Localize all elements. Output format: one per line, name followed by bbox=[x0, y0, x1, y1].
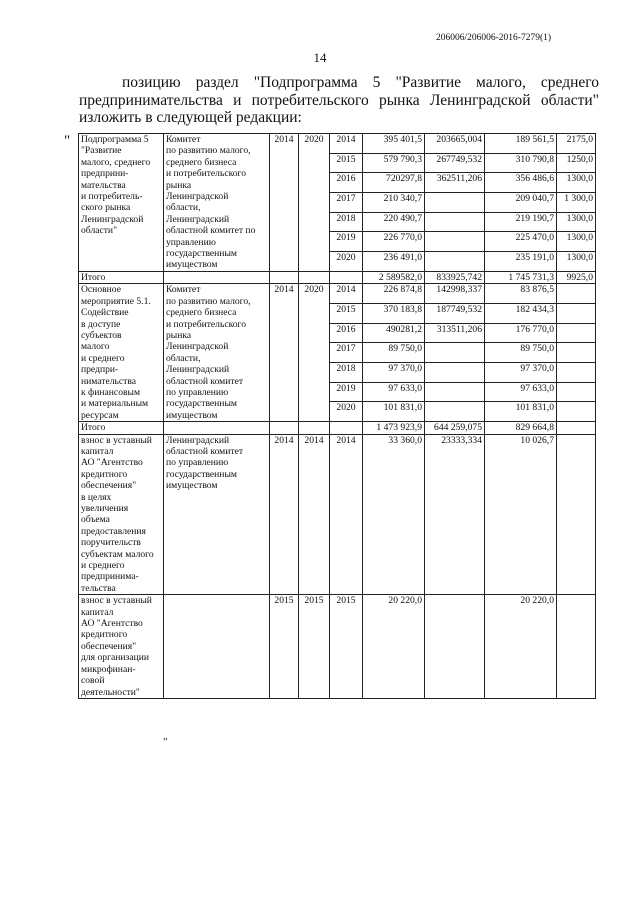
measure-name-line: обеспечения" bbox=[81, 640, 137, 652]
program-name-line: и материальным bbox=[81, 398, 149, 410]
measure-name-line: субъектам малого bbox=[81, 548, 154, 560]
measure-name-line: капитал bbox=[81, 606, 114, 618]
executor-line: Ленинградский bbox=[166, 434, 230, 446]
program-name-line: мательства bbox=[81, 179, 126, 191]
measure-name-line: предоставления bbox=[81, 525, 146, 537]
regional-cell: 101 831,0 bbox=[485, 402, 557, 422]
program-name-line: Ленинградской bbox=[81, 213, 144, 225]
year-cell: 2018 bbox=[330, 212, 363, 232]
federal-cell: 187749,532 bbox=[425, 303, 485, 323]
empty-cell bbox=[299, 422, 330, 434]
page-number: 14 bbox=[313, 50, 327, 65]
regional-cell: 10 026,7 bbox=[485, 434, 557, 595]
regional-cell: 83 876,5 bbox=[485, 284, 557, 304]
other-cell bbox=[557, 363, 596, 383]
measure-name-line: капитал bbox=[81, 445, 114, 457]
executor-line: имуществом bbox=[166, 409, 218, 421]
total-cell: 20 220,0 bbox=[363, 595, 425, 699]
measure-name-line: объема bbox=[81, 514, 110, 526]
measure-name-line: деятельности" bbox=[81, 686, 140, 698]
executor-line: Комитет bbox=[166, 284, 201, 296]
executor-line: Ленинградской bbox=[166, 191, 229, 203]
federal-cell bbox=[425, 382, 485, 402]
program-name-line: области" bbox=[81, 225, 117, 237]
intro-line-3: изложить в следующей редакции: bbox=[79, 109, 302, 126]
federal-cell bbox=[425, 252, 485, 272]
year-cell: 2014 bbox=[330, 434, 363, 595]
end-year: 2014 bbox=[299, 434, 330, 595]
measure-name-line: АО "Агентство bbox=[81, 457, 143, 469]
regional-cell: 356 486,6 bbox=[485, 173, 557, 193]
start-year: 2015 bbox=[270, 595, 299, 699]
total-cell: 236 491,0 bbox=[363, 252, 425, 272]
executor-line: имуществом bbox=[166, 259, 218, 271]
other-cell: 1300,0 bbox=[557, 212, 596, 232]
program-name-line: предпри- bbox=[81, 364, 119, 376]
program-name-line: к финансовым bbox=[81, 386, 141, 398]
sum-regional: 1 745 731,3 bbox=[485, 271, 557, 283]
program-name-line: в доступе bbox=[81, 318, 121, 330]
program-name-line: предприни- bbox=[81, 168, 129, 180]
executor-line: Ленинградской bbox=[166, 341, 229, 353]
regional-cell: 225 470,0 bbox=[485, 232, 557, 252]
measure-name-line: в целях bbox=[81, 491, 112, 503]
executor-line: имуществом bbox=[166, 480, 218, 492]
total-cell: 395 401,5 bbox=[363, 134, 425, 154]
program-name-line: Основное bbox=[81, 284, 121, 296]
federal-cell bbox=[425, 212, 485, 232]
year-cell: 2020 bbox=[330, 252, 363, 272]
measure-name-line: АО "Агентство bbox=[81, 618, 143, 630]
table-row bbox=[79, 595, 596, 699]
table-row bbox=[79, 284, 596, 304]
empty-cell bbox=[270, 271, 299, 283]
total-cell: 210 340,7 bbox=[363, 193, 425, 213]
sum-regional: 829 664,8 bbox=[485, 422, 557, 434]
year-cell: 2017 bbox=[330, 343, 363, 363]
intro-line-2: предпринимательства и потребительского рынка Ленинградской области" bbox=[79, 91, 599, 109]
executor bbox=[164, 134, 270, 272]
measure-name-line: кредитного bbox=[81, 629, 128, 641]
executor-line: области, bbox=[166, 202, 201, 214]
total-label: Итого bbox=[79, 271, 164, 283]
empty-cell bbox=[164, 422, 270, 434]
program-name-line: ского рынка bbox=[81, 202, 131, 214]
table-row bbox=[79, 134, 596, 154]
measure-name-line: поручительств bbox=[81, 537, 141, 549]
executor-line: областной комитет bbox=[166, 375, 244, 387]
closing-quote: " bbox=[163, 736, 168, 748]
executor-line: среднего бизнеса bbox=[166, 156, 237, 168]
federal-cell bbox=[425, 193, 485, 213]
measure-name-line: обеспечения" bbox=[81, 480, 137, 492]
measure-name-line: тельства bbox=[81, 582, 116, 594]
program-name-line: ресурсам bbox=[81, 409, 119, 421]
federal-cell: 313511,206 bbox=[425, 323, 485, 343]
program-name-line: Подпрограмма 5 bbox=[81, 134, 149, 145]
executor-line: Комитет bbox=[166, 134, 201, 145]
regional-cell: 89 750,0 bbox=[485, 343, 557, 363]
other-cell: 1300,0 bbox=[557, 173, 596, 193]
end-year: 2015 bbox=[299, 595, 330, 699]
other-cell bbox=[557, 595, 596, 699]
executor bbox=[164, 284, 270, 422]
total-cell: 579 790,3 bbox=[363, 153, 425, 173]
total-cell: 720297,8 bbox=[363, 173, 425, 193]
regional-cell: 189 561,5 bbox=[485, 134, 557, 154]
other-cell bbox=[557, 343, 596, 363]
measure-name-line: предпринима- bbox=[81, 571, 139, 583]
measure-name-line: для организации bbox=[81, 652, 149, 664]
program-name-line: малого, среднего bbox=[81, 156, 151, 168]
federal-cell: 203665,004 bbox=[425, 134, 485, 154]
year-cell: 2015 bbox=[330, 153, 363, 173]
year-cell: 2016 bbox=[330, 323, 363, 343]
total-cell: 370 183,8 bbox=[363, 303, 425, 323]
document-code: 206006/206006-2016-7279(1) bbox=[436, 33, 552, 43]
program-name bbox=[79, 284, 164, 422]
other-cell bbox=[557, 402, 596, 422]
executor-line: среднего бизнеса bbox=[166, 307, 237, 319]
year-cell: 2017 bbox=[330, 193, 363, 213]
year-cell: 2018 bbox=[330, 363, 363, 383]
measure-name-line: совой bbox=[81, 675, 105, 687]
year-cell: 2016 bbox=[330, 173, 363, 193]
executor-line: управлению bbox=[166, 236, 216, 248]
executor-line: рынка bbox=[166, 179, 192, 191]
federal-cell bbox=[425, 343, 485, 363]
measure-name-line: кредитного bbox=[81, 468, 128, 480]
executor-line: по развитию малого, bbox=[166, 145, 251, 157]
executor-line: по управлению bbox=[166, 386, 229, 398]
program-name-line: субъектов bbox=[81, 329, 122, 341]
executor-line: государственным bbox=[166, 248, 237, 260]
program-name-line: малого bbox=[81, 341, 110, 353]
program-table bbox=[78, 133, 596, 699]
empty-cell bbox=[330, 422, 363, 434]
federal-cell: 142998,337 bbox=[425, 284, 485, 304]
sum-federal: 833925,742 bbox=[425, 271, 485, 283]
year-cell: 2015 bbox=[330, 595, 363, 699]
regional-cell: 310 790,8 bbox=[485, 153, 557, 173]
other-cell: 1250,0 bbox=[557, 153, 596, 173]
program-name-line: мероприятие 5.1. bbox=[81, 295, 151, 307]
table-row bbox=[79, 422, 596, 434]
sum-total: 2 589582,0 bbox=[363, 271, 425, 283]
federal-cell bbox=[425, 232, 485, 252]
opening-quote: " bbox=[64, 133, 71, 149]
executor-line: Ленинградский bbox=[166, 364, 230, 376]
total-cell: 226 874,8 bbox=[363, 284, 425, 304]
total-cell: 490281,2 bbox=[363, 323, 425, 343]
empty-cell bbox=[270, 422, 299, 434]
executor bbox=[164, 434, 270, 595]
empty-cell bbox=[299, 271, 330, 283]
federal-cell bbox=[425, 363, 485, 383]
end-year: 2020 bbox=[299, 284, 330, 422]
total-cell: 101 831,0 bbox=[363, 402, 425, 422]
year-cell: 2019 bbox=[330, 232, 363, 252]
executor-line: областной комитет bbox=[166, 445, 244, 457]
intro-line-1: позицию раздел "Подпрограмма 5 "Развитие малого, среднего bbox=[122, 74, 599, 91]
sum-other: 9925,0 bbox=[557, 271, 596, 283]
other-cell: 2175,0 bbox=[557, 134, 596, 154]
other-cell bbox=[557, 303, 596, 323]
executor-line: по управлению bbox=[166, 457, 229, 469]
other-cell bbox=[557, 382, 596, 402]
executor-line: областной комитет по bbox=[166, 225, 256, 237]
executor-line: по развитию малого, bbox=[166, 295, 251, 307]
empty-cell bbox=[330, 271, 363, 283]
program-name-line: "Развитие bbox=[81, 145, 122, 157]
measure-name-line: и среднего bbox=[81, 560, 125, 572]
regional-cell: 209 040,7 bbox=[485, 193, 557, 213]
sum-total: 1 473 923,9 bbox=[363, 422, 425, 434]
year-cell: 2014 bbox=[330, 134, 363, 154]
federal-cell: 23333,334 bbox=[425, 434, 485, 595]
other-cell: 1 300,0 bbox=[557, 193, 596, 213]
measure-name-line: микрофинан- bbox=[81, 663, 136, 675]
program-name-line: и потребитель- bbox=[81, 191, 143, 203]
executor-line: Ленинградский bbox=[166, 213, 230, 225]
other-cell bbox=[557, 323, 596, 343]
measure-name bbox=[79, 595, 164, 699]
year-cell: 2015 bbox=[330, 303, 363, 323]
total-cell: 226 770,0 bbox=[363, 232, 425, 252]
start-year: 2014 bbox=[270, 284, 299, 422]
sum-other bbox=[557, 422, 596, 434]
regional-cell: 235 191,0 bbox=[485, 252, 557, 272]
executor-line: государственным bbox=[166, 468, 237, 480]
year-cell: 2019 bbox=[330, 382, 363, 402]
federal-cell: 267749,532 bbox=[425, 153, 485, 173]
program-name-line: нимательства bbox=[81, 375, 137, 387]
measure-name bbox=[79, 434, 164, 595]
executor-line: государственным bbox=[166, 398, 237, 410]
regional-cell: 182 434,3 bbox=[485, 303, 557, 323]
federal-cell bbox=[425, 402, 485, 422]
year-cell: 2020 bbox=[330, 402, 363, 422]
federal-cell bbox=[425, 595, 485, 699]
measure-name-line: взнос в уставный bbox=[81, 434, 152, 446]
executor-line: и потребительского bbox=[166, 168, 247, 180]
other-cell bbox=[557, 284, 596, 304]
federal-cell: 362511,206 bbox=[425, 173, 485, 193]
total-label: Итого bbox=[79, 422, 164, 434]
total-cell: 33 360,0 bbox=[363, 434, 425, 595]
sum-federal: 644 259,075 bbox=[425, 422, 485, 434]
program-name-line: и среднего bbox=[81, 352, 125, 364]
empty-cell bbox=[164, 271, 270, 283]
other-cell: 1300,0 bbox=[557, 252, 596, 272]
executor bbox=[164, 595, 270, 699]
total-cell: 97 370,0 bbox=[363, 363, 425, 383]
other-cell bbox=[557, 434, 596, 595]
regional-cell: 97 633,0 bbox=[485, 382, 557, 402]
other-cell: 1300,0 bbox=[557, 232, 596, 252]
regional-cell: 97 370,0 bbox=[485, 363, 557, 383]
intro-paragraph bbox=[79, 74, 599, 127]
table-row bbox=[79, 434, 596, 595]
end-year: 2020 bbox=[299, 134, 330, 272]
regional-cell: 176 770,0 bbox=[485, 323, 557, 343]
program-name-line: Содействие bbox=[81, 307, 129, 319]
executor-line: и потребительского bbox=[166, 318, 247, 330]
table-row bbox=[79, 271, 596, 283]
total-cell: 220 490,7 bbox=[363, 212, 425, 232]
measure-name-line: взнос в уставный bbox=[81, 595, 152, 607]
executor-line: области, bbox=[166, 352, 201, 364]
start-year: 2014 bbox=[270, 134, 299, 272]
total-cell: 89 750,0 bbox=[363, 343, 425, 363]
executor-line: рынка bbox=[166, 329, 192, 341]
measure-name-line: увеличения bbox=[81, 503, 129, 514]
total-cell: 97 633,0 bbox=[363, 382, 425, 402]
year-cell: 2014 bbox=[330, 284, 363, 304]
program-name bbox=[79, 134, 164, 272]
start-year: 2014 bbox=[270, 434, 299, 595]
regional-cell: 219 190,7 bbox=[485, 212, 557, 232]
regional-cell: 20 220,0 bbox=[485, 595, 557, 699]
